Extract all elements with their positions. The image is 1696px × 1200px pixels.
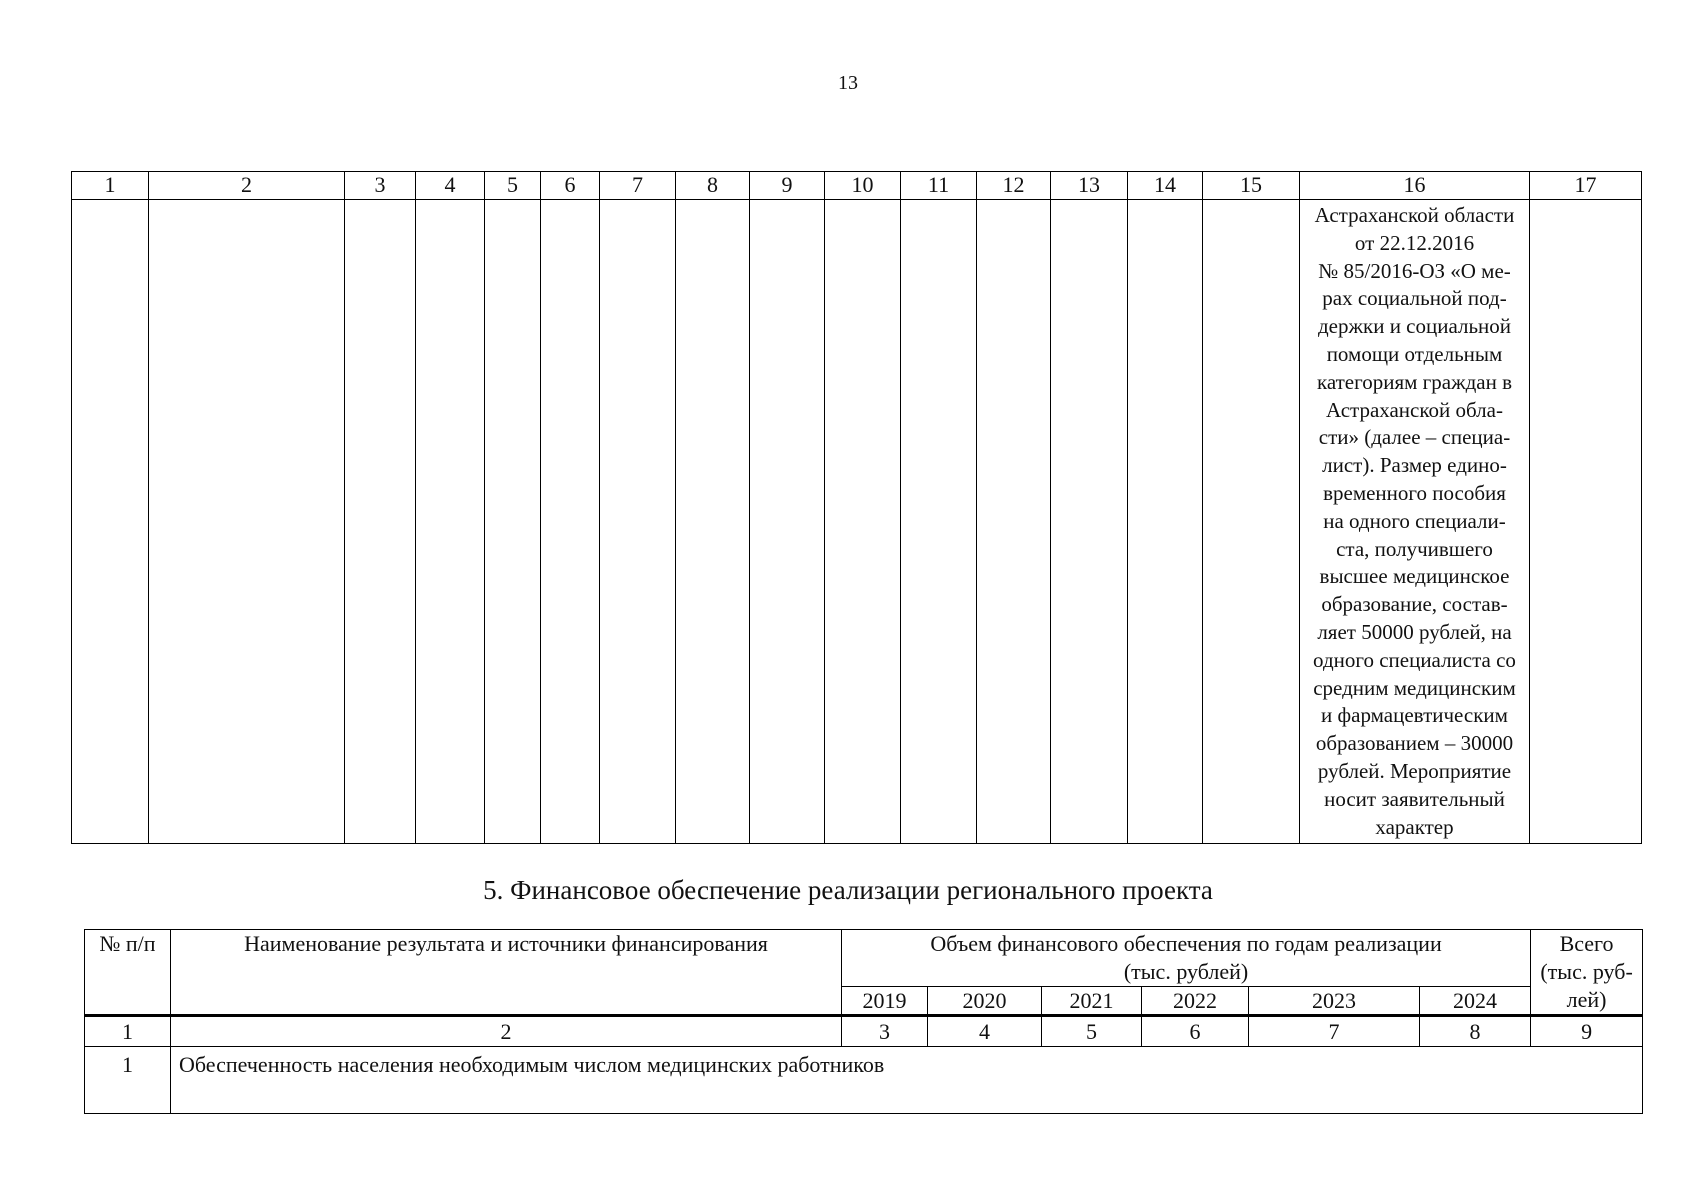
description-line: временного пособия [1323, 480, 1506, 505]
description-line: сти» (далее – специа- [1318, 425, 1511, 450]
col-number-3: 3 [345, 172, 416, 200]
header-name: Наименование результата и источники финансирования [171, 930, 842, 1016]
finance-table [84, 929, 1643, 1114]
description-line: от 22.12.2016 [1354, 230, 1475, 255]
year-cell: 2019 [842, 987, 928, 1016]
empty-cell [1530, 200, 1642, 844]
year-cell: 2023 [1249, 987, 1420, 1016]
description-line: помощи отдельным [1326, 341, 1503, 366]
empty-cell [1051, 200, 1128, 844]
fin-col-number: 5 [1042, 1016, 1142, 1047]
description-line: образованием – 30000 [1315, 731, 1514, 756]
continuation-table [71, 171, 1642, 844]
description-line: образование, состав- [1321, 592, 1508, 617]
header-volume [842, 930, 1531, 987]
page-number: 13 [838, 72, 858, 94]
fin-col-number: 7 [1249, 1016, 1420, 1047]
description-line: характер [1375, 814, 1454, 839]
col-number-4: 4 [416, 172, 485, 200]
empty-cell [149, 200, 345, 844]
col-number-13: 13 [1051, 172, 1128, 200]
description-line: № 85/2016-ОЗ «О ме- [1318, 258, 1511, 283]
column-number-row [72, 172, 1642, 200]
header-total-line3: лей) [1566, 987, 1607, 1012]
col-number-14: 14 [1128, 172, 1203, 200]
year-cell: 2021 [1042, 987, 1142, 1016]
description-line: категориям граждан в [1316, 369, 1513, 394]
description-line: ляет 50000 рублей, на [1317, 619, 1512, 644]
description-line: лист). Размер едино- [1322, 453, 1507, 478]
year-cell: 2024 [1420, 987, 1531, 1016]
col-number-6: 6 [541, 172, 600, 200]
measure-description-cell [1300, 200, 1530, 844]
description-line: рах социальной под- [1322, 286, 1507, 311]
result-name: Обеспеченность населения необходимым числом медицинских работников [171, 1047, 1643, 1114]
col-number-2: 2 [149, 172, 345, 200]
col-number-12: 12 [977, 172, 1051, 200]
empty-cell [72, 200, 149, 844]
col-number-8: 8 [676, 172, 750, 200]
empty-cell [676, 200, 750, 844]
description-line: на одного специали- [1323, 508, 1506, 533]
fin-col-number: 9 [1531, 1016, 1643, 1047]
fin-col-number: 4 [928, 1016, 1042, 1047]
col-number-11: 11 [901, 172, 977, 200]
col-number-16: 16 [1300, 172, 1530, 200]
empty-cell [600, 200, 676, 844]
description-line: и фармацевтическим [1321, 703, 1508, 728]
empty-cell [825, 200, 901, 844]
description-line: Астраханской обла- [1326, 397, 1503, 422]
empty-cell [1203, 200, 1300, 844]
col-number-17: 17 [1530, 172, 1642, 200]
fin-col-number: 8 [1420, 1016, 1531, 1047]
empty-cell [977, 200, 1051, 844]
empty-cell [485, 200, 541, 844]
header-total-line2: (тыс. руб- [1540, 959, 1633, 984]
table-row [85, 1047, 1643, 1114]
description-line: одного специалиста со [1313, 647, 1516, 672]
col-number-7: 7 [600, 172, 676, 200]
header-total [1531, 930, 1643, 1016]
empty-cell [901, 200, 977, 844]
empty-cell [541, 200, 600, 844]
header-volume-line2: (тыс. рублей) [1123, 959, 1249, 984]
finance-header-row [85, 930, 1643, 987]
col-number-9: 9 [750, 172, 825, 200]
header-volume-line1: Объем финансового обеспечения по годам реализации [930, 931, 1442, 956]
empty-cell [1128, 200, 1203, 844]
header-num: № п/п [85, 930, 171, 1016]
description-line: высшее медицинское [1319, 564, 1510, 589]
empty-cell [750, 200, 825, 844]
section-title: 5. Финансовое обеспечение реализации регионального проекта [483, 875, 1213, 905]
description-line: Астраханской области [1314, 203, 1515, 227]
description-line: средним медицинским [1313, 675, 1516, 700]
col-number-5: 5 [485, 172, 541, 200]
col-number-15: 15 [1203, 172, 1300, 200]
description-line: носит заявительный [1324, 786, 1505, 811]
finance-column-number-row [85, 1016, 1643, 1047]
fin-col-number: 3 [842, 1016, 928, 1047]
empty-cell [345, 200, 416, 844]
continuation-row [72, 200, 1642, 844]
description-line: ста, получившего [1336, 536, 1493, 561]
year-cell: 2022 [1142, 987, 1249, 1016]
fin-col-number: 1 [85, 1016, 171, 1047]
col-number-1: 1 [72, 172, 149, 200]
year-cell: 2020 [928, 987, 1042, 1016]
header-total-line1: Всего [1559, 931, 1614, 956]
col-number-10: 10 [825, 172, 901, 200]
empty-cell [416, 200, 485, 844]
fin-col-number: 6 [1142, 1016, 1249, 1047]
fin-col-number: 2 [171, 1016, 842, 1047]
description-line: держки и социальной [1317, 314, 1512, 339]
result-num: 1 [85, 1047, 171, 1114]
description-line: рублей. Мероприятие [1317, 758, 1512, 783]
